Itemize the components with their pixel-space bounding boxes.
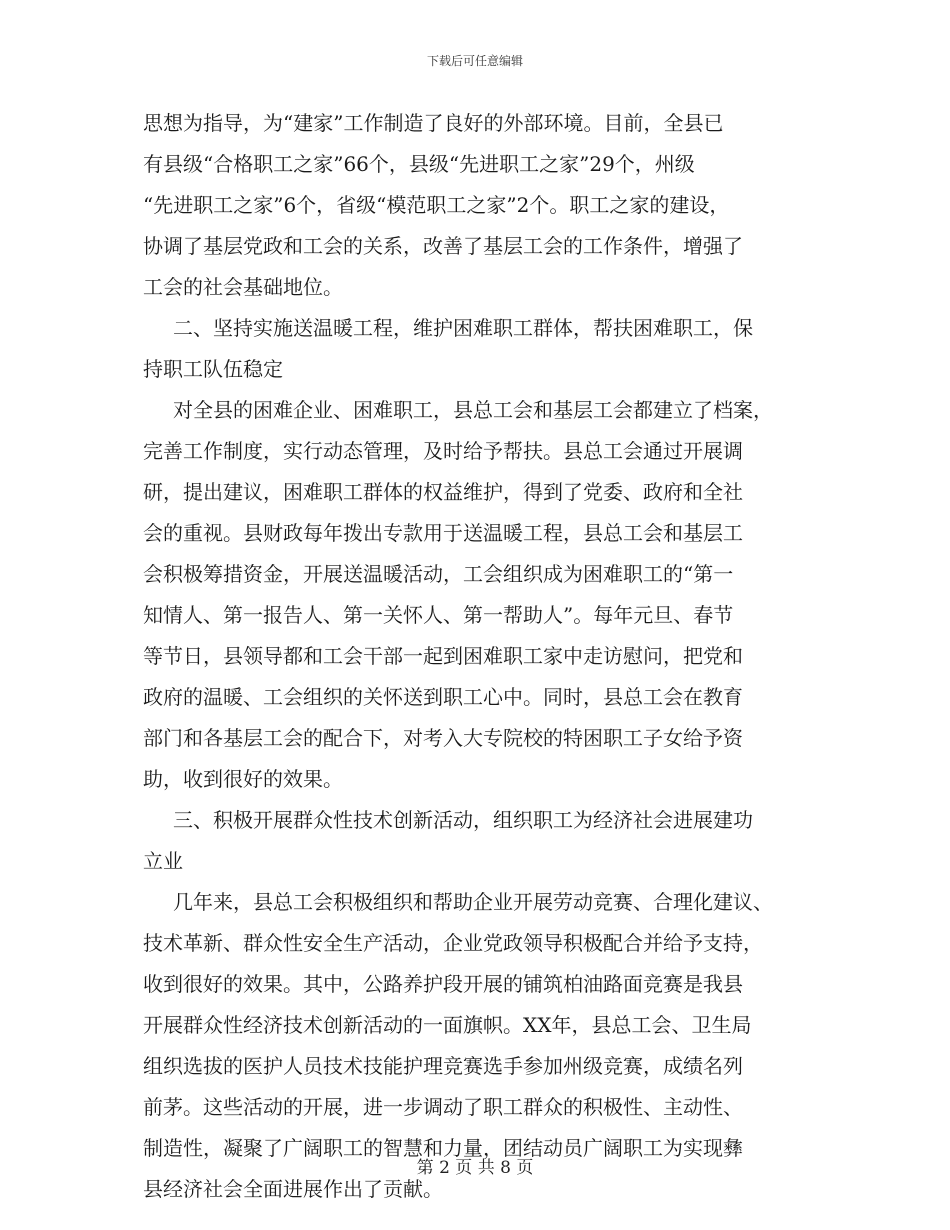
page-header: 下载后可任意编辑 — [426, 54, 523, 68]
page-number: 第 2 页 共 8 页 — [416, 1158, 534, 1178]
text-line: 思想为指导，为“建家”工作制造了良好的外部环境。目前，全县已 — [143, 111, 724, 135]
text-line: 组织选拔的医护人员技术技能护理竞赛选手参加州级竞赛，成绩名列 — [143, 1054, 743, 1078]
text-line: 协调了基层党政和工会的关系，改善了基层工会的工作条件，增强了 — [143, 234, 743, 258]
text-line: “先进职工之家”6个，省级“模范职工之家”2个。职工之家的建设， — [143, 193, 730, 217]
document-body — [143, 103, 807, 1210]
section-heading-line: 二、坚持实施送温暖工程，维护困难职工群体，帮扶困难职工，保 — [173, 316, 753, 340]
section-heading-line: 持职工队伍稳定 — [143, 357, 283, 381]
text-line: 政府的温暖、工会组织的关怀送到职工心中。同时，县总工会在教育 — [143, 685, 743, 709]
text-line: 会的重视。县财政每年拨出专款用于送温暖工程，县总工会和基层工 — [143, 521, 743, 545]
text-line: 技术革新、群众性安全生产活动，企业党政领导积极配合并给予支持， — [143, 931, 763, 955]
text-line: 研，提出建议，困难职工群体的权益维护，得到了党委、政府和全社 — [143, 480, 743, 504]
section-heading-line: 三、积极开展群众性技术创新活动，组织职工为经济社会进展建功 — [173, 808, 753, 832]
text-line: 助，收到很好的效果。 — [143, 767, 343, 791]
text-line: 知情人、第一报告人、第一关怀人、第一帮助人”。每年元旦、春节 — [143, 603, 734, 627]
text-line: 等节日，县领导都和工会干部一起到困难职工家中走访慰问，把党和 — [143, 644, 743, 668]
text-line: 几年来，县总工会积极组织和帮助企业开展劳动竞赛、合理化建议、 — [173, 890, 773, 914]
text-line: 开展群众性经济技术创新活动的一面旗帜。XX年，县总工会、卫生局 — [143, 1013, 752, 1037]
text-line: 工会的社会基础地位。 — [143, 275, 343, 299]
text-line: 有县级“合格职工之家”66个，县级“先进职工之家”29个，州级 — [143, 152, 695, 176]
text-line: 完善工作制度，实行动态管理，及时给予帮扶。县总工会通过开展调 — [143, 439, 743, 463]
text-line: 收到很好的效果。其中，公路养护段开展的铺筑柏油路面竞赛是我县 — [143, 972, 743, 996]
text-line: 会积极筹措资金，开展送温暖活动，工会组织成为困难职工的“第一 — [143, 562, 734, 586]
text-line: 县经济社会全面进展作出了贡献。 — [143, 1177, 443, 1201]
section-heading-line: 立业 — [143, 849, 183, 873]
text-line: 部门和各基层工会的配合下，对考入大专院校的特困职工子女给予资 — [143, 726, 743, 750]
text-line: 前茅。这些活动的开展，进一步调动了职工群众的积极性、主动性、 — [143, 1095, 743, 1119]
text-line: 制造性，凝聚了广阔职工的智慧和力量，团结动员广阔职工为实现彝 — [143, 1136, 743, 1160]
text-line: 对全县的困难企业、困难职工，县总工会和基层工会都建立了档案， — [173, 398, 773, 422]
